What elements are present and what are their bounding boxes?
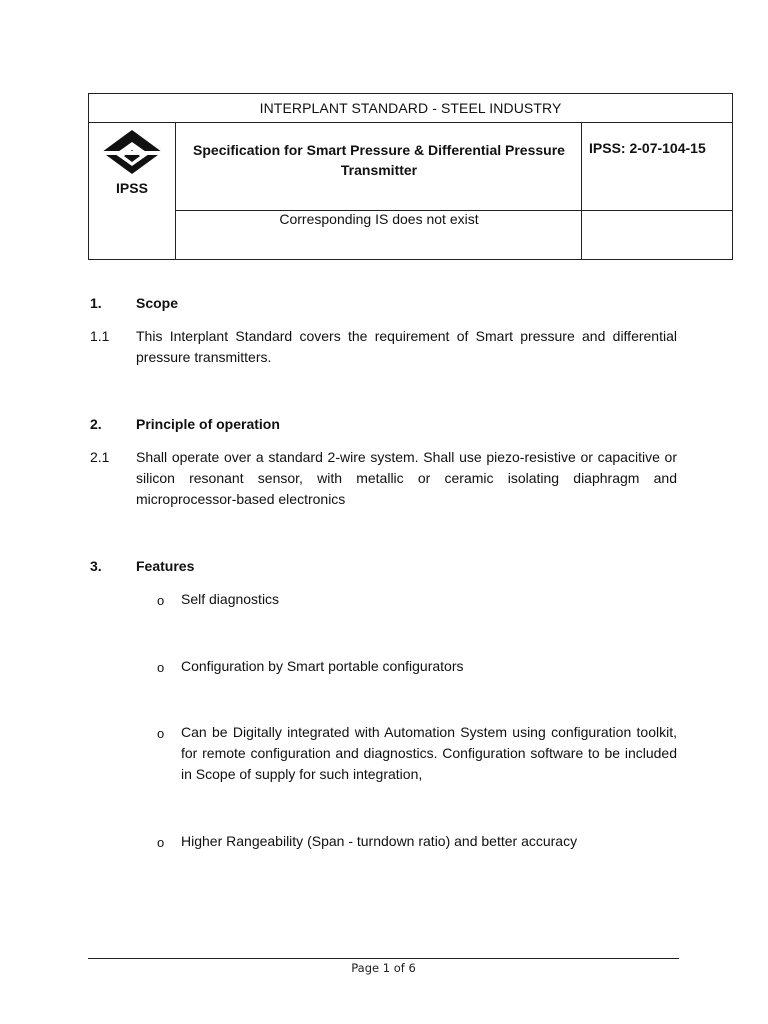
bullet-marker: o <box>157 660 165 675</box>
section-title-scope: Scope <box>136 295 179 311</box>
section-number: 3. <box>90 558 102 574</box>
logo-cell <box>89 123 175 260</box>
list-item: Can be Digitally integrated with Automation System using configuration toolkit, for remote configuration and diagnostics. Configuration software to be included in Scope of supply for such integration, <box>181 724 677 782</box>
bullet-marker: o <box>157 726 165 741</box>
section-number: 2. <box>90 416 102 432</box>
standard-code: IPSS: 2-07-104-15 <box>589 140 706 156</box>
header-divider <box>89 122 732 123</box>
ipss-logo-icon <box>100 128 164 176</box>
corresponding-is-note: Corresponding IS does not exist <box>279 211 479 227</box>
scope-paragraph: This Interplant Standard covers the requirement of Smart pressure and differential pressure transmitters. <box>136 328 677 365</box>
bullet-marker: o <box>157 593 165 608</box>
list-item: Higher Rangeability (Span - turndown ratio) and better accuracy <box>181 833 578 849</box>
list-item: Self diagnostics <box>181 591 280 607</box>
page-number: Page 1 of 6 <box>351 961 416 975</box>
section-title-principle: Principle of operation <box>136 416 280 432</box>
subsection-number: 1.1 <box>90 328 110 344</box>
section-title-features: Features <box>136 558 195 574</box>
subsection-number: 2.1 <box>90 449 110 465</box>
header-table <box>88 93 733 260</box>
list-item: Configuration by Smart portable configurators <box>181 658 464 674</box>
section-number: 1. <box>90 295 102 311</box>
logo-label: IPSS <box>116 180 148 196</box>
bullet-marker: o <box>157 835 165 850</box>
principle-paragraph: Shall operate over a standard 2-wire system. Shall use piezo-resistive or capacitive or silicon resonant sensor, with metallic or ceramic isolating diaphragm and microprocessor-based electronics <box>136 449 677 507</box>
footer-rule <box>88 958 679 959</box>
standard-title: INTERPLANT STANDARD - STEEL INDUSTRY <box>259 100 562 116</box>
specification-title: Specification for Smart Pressure & Differential Pressure Transmitter <box>193 142 565 178</box>
